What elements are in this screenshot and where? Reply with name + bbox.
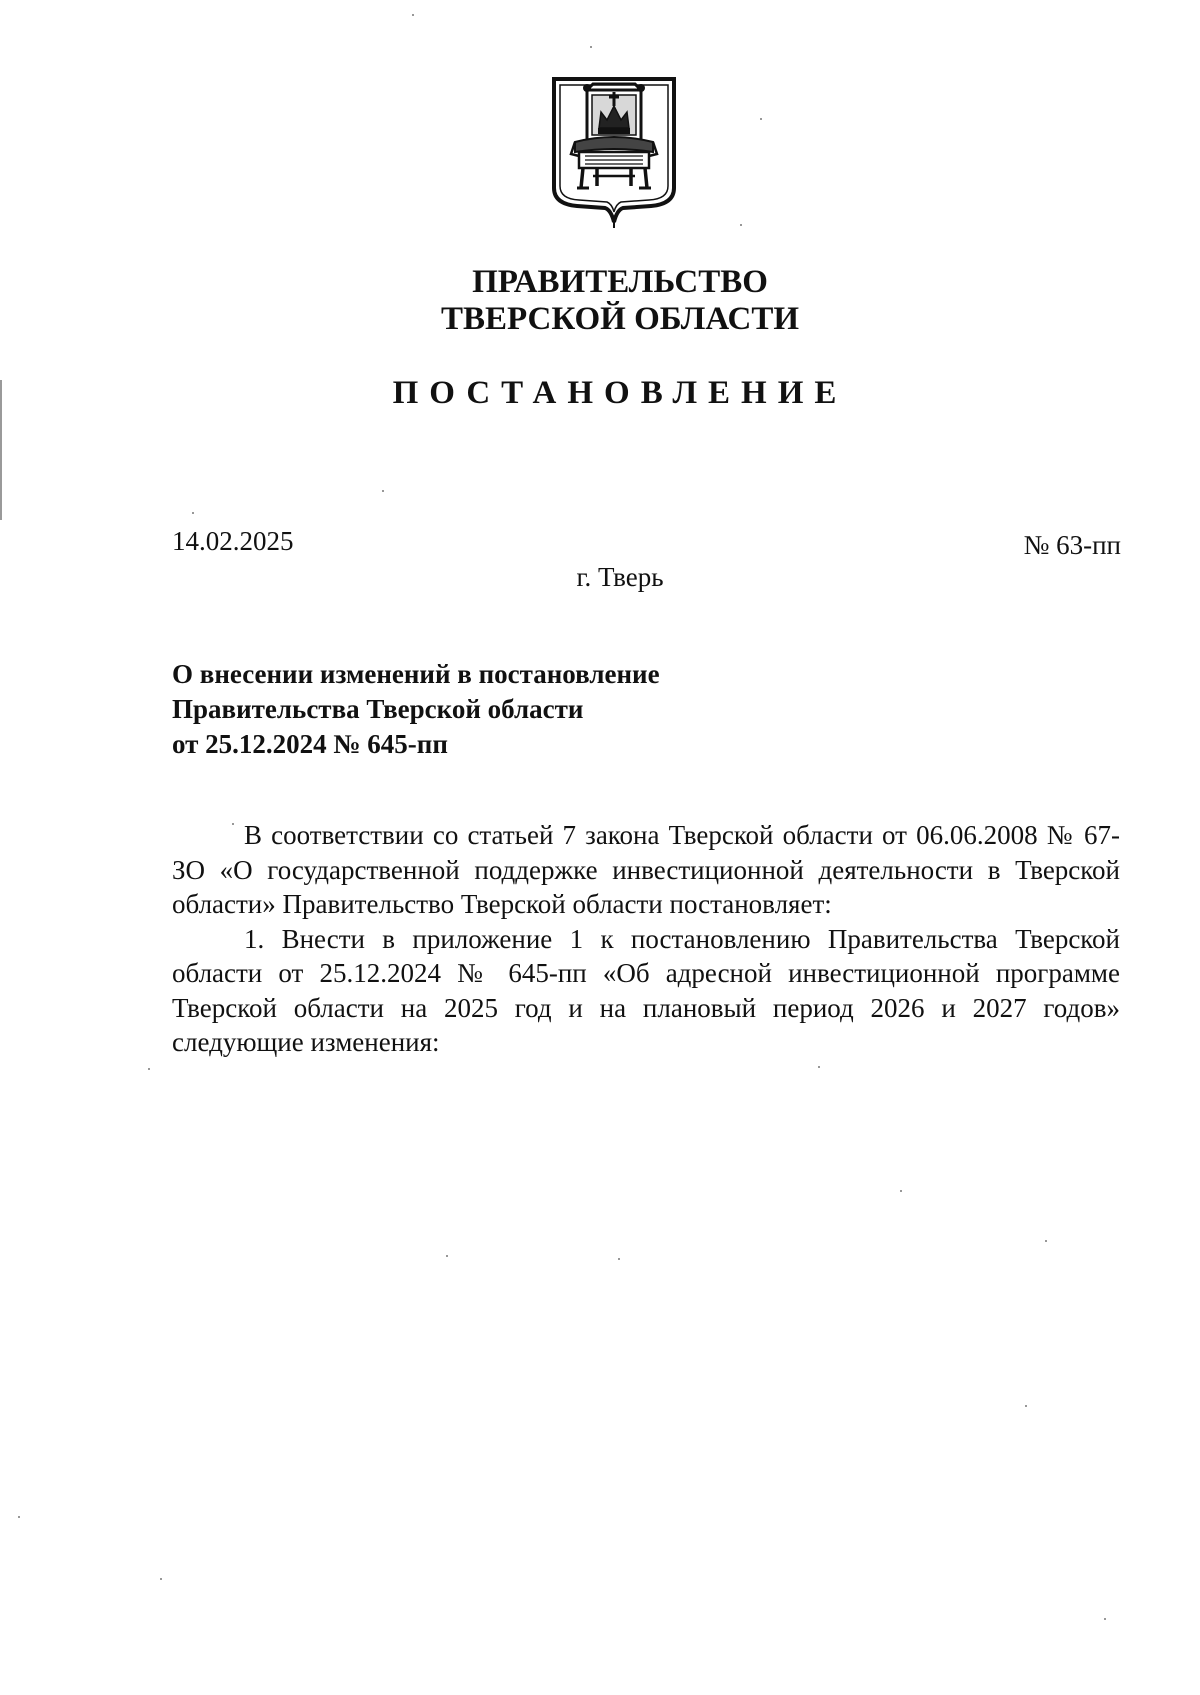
scan-speck	[446, 1255, 448, 1257]
scan-speck	[18, 1516, 20, 1518]
subject-line-3: от 25.12.2024 № 645-пп	[172, 729, 448, 759]
org-title-line-2: ТВЕРСКОЙ ОБЛАСТИ	[440, 301, 800, 337]
subject-line-1: О внесении изменений в постановление	[172, 659, 660, 689]
body-paragraph-2: 1. Внести в приложение 1 к постановлению Правительства Тверской области от 25.12.2024 № 645-пп «Об адресной инвестиционной программе Тверской области на 2025 год и на плановый период 2026 и 2027 годов» следующие изменения:	[172, 923, 1120, 1057]
document-body	[172, 818, 1120, 1060]
scan-speck	[148, 1068, 150, 1070]
scan-speck	[192, 512, 194, 514]
org-title-line-1: ПРАВИТЕЛЬСТВО	[472, 264, 768, 300]
scan-speck	[618, 1258, 620, 1260]
scan-speck	[590, 46, 592, 48]
tver-coat-of-arms-icon	[551, 76, 677, 228]
scan-speck	[160, 1578, 162, 1580]
document-date: 14.02.2025	[172, 526, 294, 556]
scan-speck	[1045, 1240, 1047, 1242]
subject-line-2: Правительства Тверской области	[172, 694, 584, 724]
document-number: № 63-пп	[1023, 530, 1121, 560]
scan-speck	[232, 823, 234, 825]
document-subject	[172, 657, 660, 762]
document-city: г. Тверь	[576, 562, 664, 592]
scan-speck	[382, 490, 384, 492]
scan-speck	[1104, 1618, 1106, 1620]
scan-speck	[760, 118, 762, 120]
scan-speck	[818, 1066, 820, 1068]
body-paragraph-1: В соответствии со статьей 7 закона Тверской области от 06.06.2008 № 67-ЗО «О государственной поддержке инвестиционной деятельности в Тверской области» Правительство Тверской области постановляет:	[172, 820, 1120, 919]
document-type: ПОСТАНОВЛЕНИЕ	[392, 375, 848, 411]
scan-speck	[1025, 1405, 1027, 1407]
scan-speck	[900, 1190, 902, 1192]
scan-speck	[740, 224, 742, 226]
scan-speck	[412, 14, 414, 16]
